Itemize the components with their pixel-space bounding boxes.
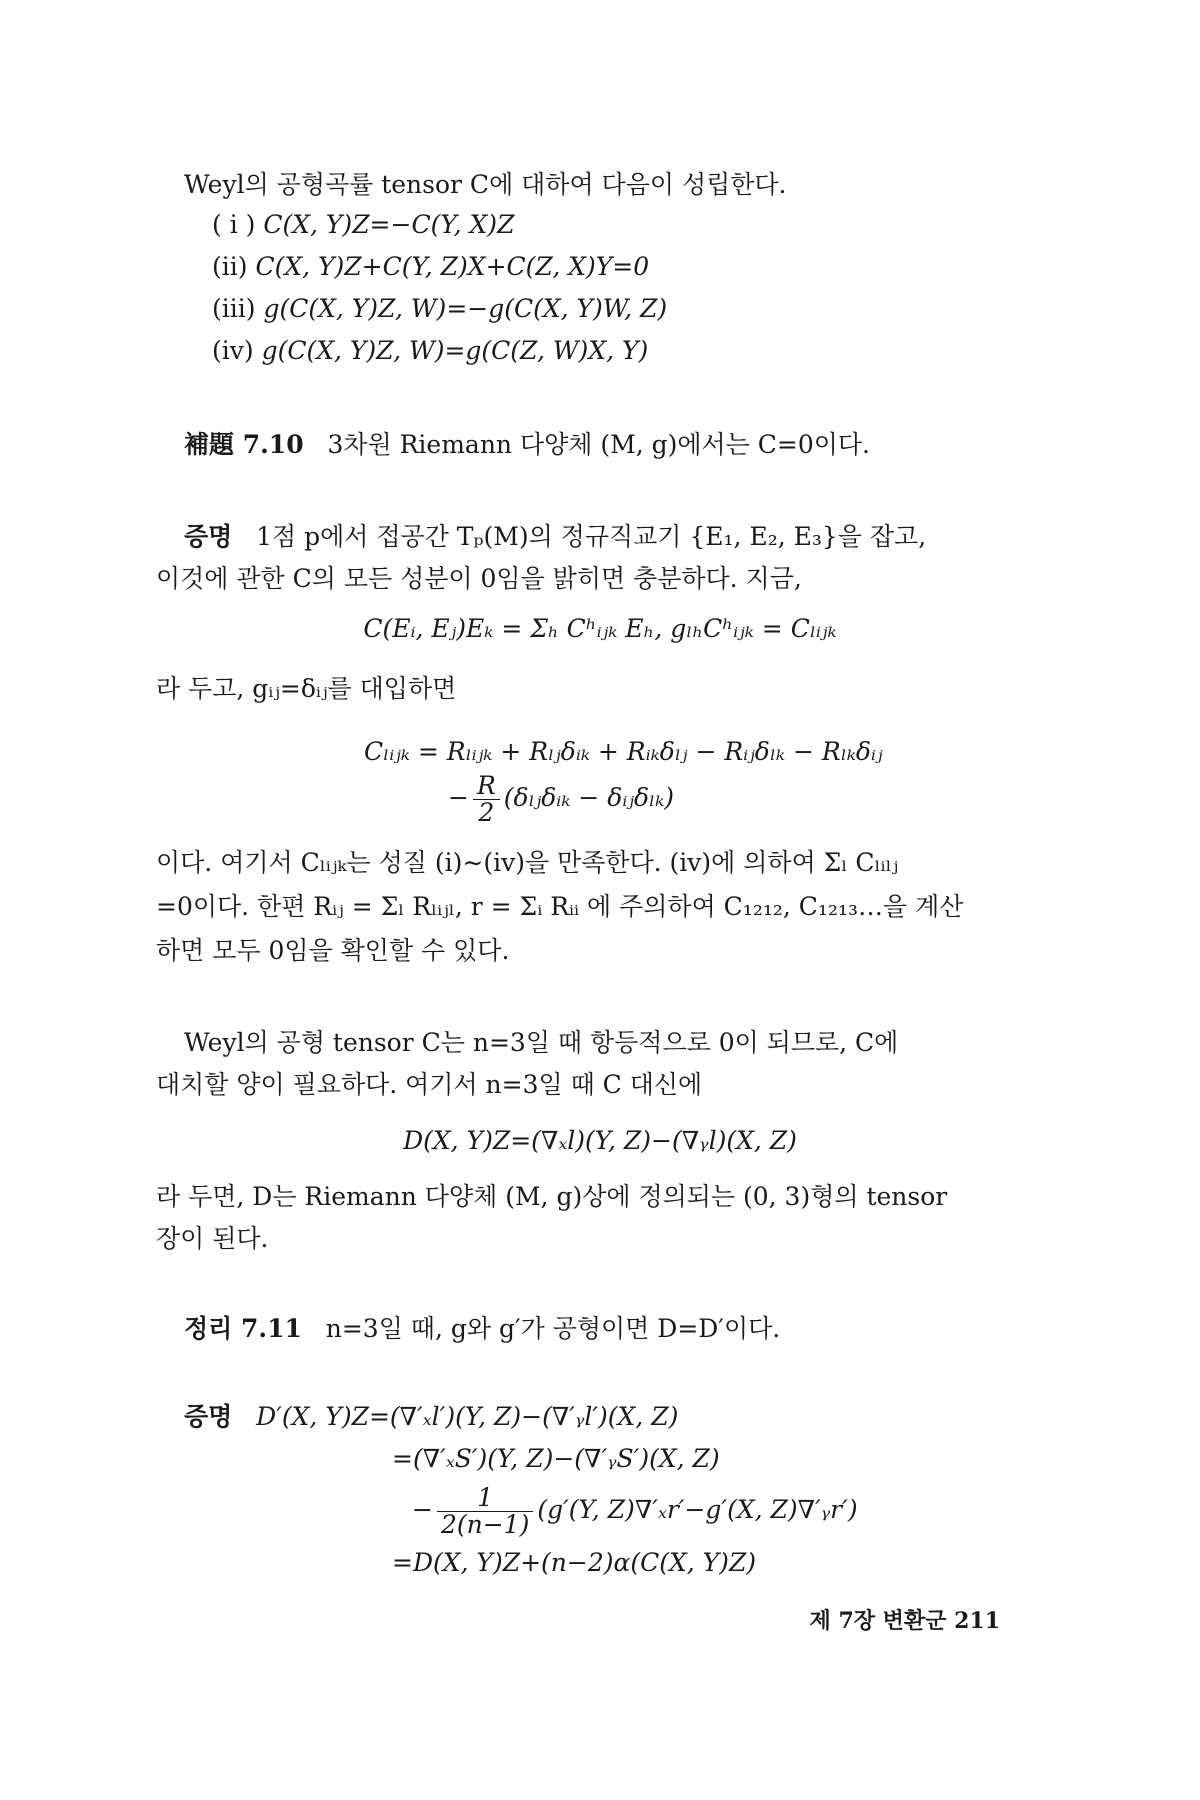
proof-label: 증명 xyxy=(184,1402,233,1431)
proof1-line3: 라 두고, gᵢⱼ=δᵢⱼ를 대입하면 xyxy=(156,674,457,703)
property-formula: g(C(X, Y)Z, W)=−g(C(X, Y)W, Z) xyxy=(263,294,668,323)
proof1-equation2b: − $\frac{R}{2}$ (δₗⱼδᵢₖ − δᵢⱼδₗₖ) xyxy=(448,771,674,827)
proof1-equation2a: Cₗᵢⱼₖ = Rₗᵢⱼₖ + Rₗⱼδᵢₖ + Rᵢₖδₗⱼ − Rᵢⱼδₗₖ − Rₗₖδᵢⱼ xyxy=(364,737,883,766)
proof1-equation1: C(Eᵢ, Eⱼ)Eₖ = Σₕ Cʰᵢⱼₖ Eₕ, gₗₕCʰᵢⱼₖ = Cₗᵢⱼₖ xyxy=(363,614,837,643)
proof1-line6: 하면 모두 0임을 확인할 수 있다. xyxy=(156,936,510,965)
property-formula: g(C(X, Y)Z, W)=g(C(Z, W)X, Y) xyxy=(261,336,649,365)
theorem-text: n=3일 때, g와 g′가 공형이면 D=D′이다. xyxy=(325,1314,781,1343)
theorem-label: 정리 7.11 xyxy=(184,1314,302,1343)
para2-line2: 대치할 양이 필요하다. 여기서 n=3일 때 C 대신에 xyxy=(156,1070,703,1099)
para2-line3: 라 두면, D는 Riemann 다양체 (M, g)상에 정의되는 (0, 3)형의 tensor xyxy=(156,1182,948,1211)
proof1-line5: =0이다. 한편 Rᵢⱼ = Σₗ Rₗᵢⱼₗ, r = Σᵢ Rᵢᵢ 에 주의하여 C₁₂₁₂, C₁₂₁₃…을 계산 xyxy=(156,892,964,921)
lemma xyxy=(184,428,870,462)
property-label: ( i ) xyxy=(212,210,256,239)
property-formula: C(X, Y)Z=−C(Y, X)Z xyxy=(263,210,515,239)
property-ii xyxy=(212,250,649,284)
lemma-text: 3차원 Riemann 다양체 (M, g)에서는 C=0이다. xyxy=(327,430,870,459)
intro-text: Weyl의 공형곡률 tensor C에 대하여 다음이 성립한다. xyxy=(184,170,787,199)
theorem xyxy=(184,1312,780,1346)
proof2-equation2: =(∇′ₓS′)(Y, Z)−(∇′ᵧS′)(X, Z) xyxy=(392,1444,720,1473)
property-iv xyxy=(212,334,648,368)
proof1-line4: 이다. 여기서 Cₗᵢⱼₖ는 성질 (i)∼(iv)을 만족한다. (iv)에 의하여 Σₗ Cₗᵢₗⱼ xyxy=(156,848,899,877)
fraction: $\frac{1}{2(n-1)}$ xyxy=(437,1485,533,1538)
proof-text: 1점 p에서 접공간 Tₚ(M)의 정규직교기 {E₁, E₂, E₃}을 잡고, xyxy=(256,522,927,551)
property-label: (iii) xyxy=(212,294,256,323)
fraction: $\frac{R}{2}$ xyxy=(473,773,500,826)
proof2-equation4: =D(X, Y)Z+(n−2)α(C(X, Y)Z) xyxy=(392,1548,757,1577)
page-footer: 제 7장 변환군 211 xyxy=(809,1608,1000,1634)
lemma-label: 補題 7.10 xyxy=(184,430,304,459)
property-label: (ii) xyxy=(212,252,248,281)
proof2-equation1: D′(X, Y)Z=(∇′ₓl′)(Y, Z)−(∇′ᵧl′)(X, Z) xyxy=(256,1402,679,1431)
proof1-line2: 이것에 관한 C의 모든 성분이 0임을 밝히면 충분하다. 지금, xyxy=(156,564,802,593)
para2-line4: 장이 된다. xyxy=(156,1224,269,1253)
property-iii xyxy=(212,292,667,326)
proof2-equation3: − $\frac{1}{2(n-1)}$ (g′(Y, Z)∇′ₓr′−g′(X, Z)∇′ᵧr′) xyxy=(412,1483,858,1539)
para2-equation: D(X, Y)Z=(∇ₓl)(Y, Z)−(∇ᵧl)(X, Z) xyxy=(403,1126,797,1155)
property-i xyxy=(212,208,514,242)
property-formula: C(X, Y)Z+C(Y, Z)X+C(Z, X)Y=0 xyxy=(255,252,650,281)
proof-label: 증명 xyxy=(184,522,233,551)
property-label: (iv) xyxy=(212,336,254,365)
proof2-line1 xyxy=(184,1400,678,1434)
proof1-line1 xyxy=(184,520,926,554)
para2-line1: Weyl의 공형 tensor C는 n=3일 때 항등적으로 0이 되므로, C에 xyxy=(184,1028,899,1057)
